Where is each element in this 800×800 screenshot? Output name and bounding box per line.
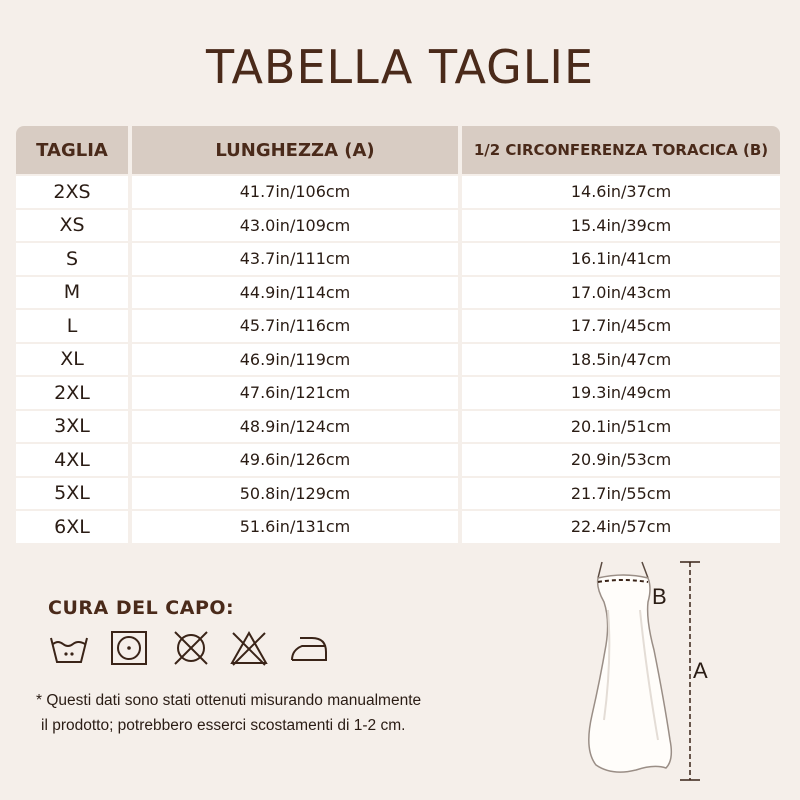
wash-30-icon (48, 628, 90, 668)
note-line-2: il prodotto; potrebbero esserci scostamenti di 1-2 cm. (41, 717, 406, 734)
chest-cell: 18.5in/47cm (458, 342, 780, 376)
chest-cell: 19.3in/49cm (458, 375, 780, 409)
no-bleach-icon (228, 628, 270, 668)
length-cell: 43.7in/111cm (128, 241, 458, 275)
length-cell: 46.9in/119cm (128, 342, 458, 376)
dress-diagram (550, 550, 800, 800)
table-row (16, 442, 780, 476)
table-body (16, 174, 780, 543)
chest-cell: 21.7in/55cm (458, 476, 780, 510)
table-row (16, 241, 780, 275)
length-cell: 41.7in/106cm (128, 174, 458, 208)
size-cell: 2XS (16, 174, 128, 208)
length-cell: 43.0in/109cm (128, 208, 458, 242)
length-cell: 45.7in/116cm (128, 308, 458, 342)
length-cell: 47.6in/121cm (128, 375, 458, 409)
chest-cell: 17.7in/45cm (458, 308, 780, 342)
length-cell: 48.9in/124cm (128, 409, 458, 443)
page-title: TABELLA TAGLIE (205, 40, 595, 94)
size-cell: M (16, 275, 128, 309)
table-header-row (16, 126, 780, 174)
size-cell: 5XL (16, 476, 128, 510)
length-cell: 49.6in/126cm (128, 442, 458, 476)
table-row (16, 342, 780, 376)
size-cell: 2XL (16, 375, 128, 409)
chest-cell: 20.1in/51cm (458, 409, 780, 443)
size-cell: XL (16, 342, 128, 376)
tumble-dry-icon (108, 628, 150, 668)
table-row (16, 275, 780, 309)
table-row (16, 174, 780, 208)
header-taglia: TAGLIA (16, 126, 128, 174)
disclaimer-note (36, 688, 421, 738)
size-cell: 4XL (16, 442, 128, 476)
size-cell: L (16, 308, 128, 342)
note-line-1: * Questi dati sono stati ottenuti misurando manualmente (36, 692, 422, 709)
care-title: CURA DEL CAPO: (48, 597, 235, 619)
length-cell: 51.6in/131cm (128, 509, 458, 543)
chest-cell: 20.9in/53cm (458, 442, 780, 476)
size-table (16, 126, 780, 543)
chest-cell: 17.0in/43cm (458, 275, 780, 309)
chest-cell: 16.1in/41cm (458, 241, 780, 275)
iron-low-icon (288, 628, 330, 668)
table-row (16, 208, 780, 242)
header-lunghezza: LUNGHEZZA (A) (128, 126, 458, 174)
label-a: A (693, 658, 708, 683)
size-cell: 6XL (16, 509, 128, 543)
chest-cell: 14.6in/37cm (458, 174, 780, 208)
table-row (16, 509, 780, 543)
label-b: B (652, 584, 667, 609)
length-cell: 44.9in/114cm (128, 275, 458, 309)
length-cell: 50.8in/129cm (128, 476, 458, 510)
table-row (16, 409, 780, 443)
no-dry-clean-icon (170, 628, 212, 668)
table-row (16, 375, 780, 409)
chest-cell: 15.4in/39cm (458, 208, 780, 242)
size-cell: 3XL (16, 409, 128, 443)
chest-cell: 22.4in/57cm (458, 509, 780, 543)
header-circonferenza: 1/2 CIRCONFERENZA TORACICA (B) (458, 126, 780, 174)
table-row (16, 308, 780, 342)
size-cell: S (16, 241, 128, 275)
table-row (16, 476, 780, 510)
size-cell: XS (16, 208, 128, 242)
